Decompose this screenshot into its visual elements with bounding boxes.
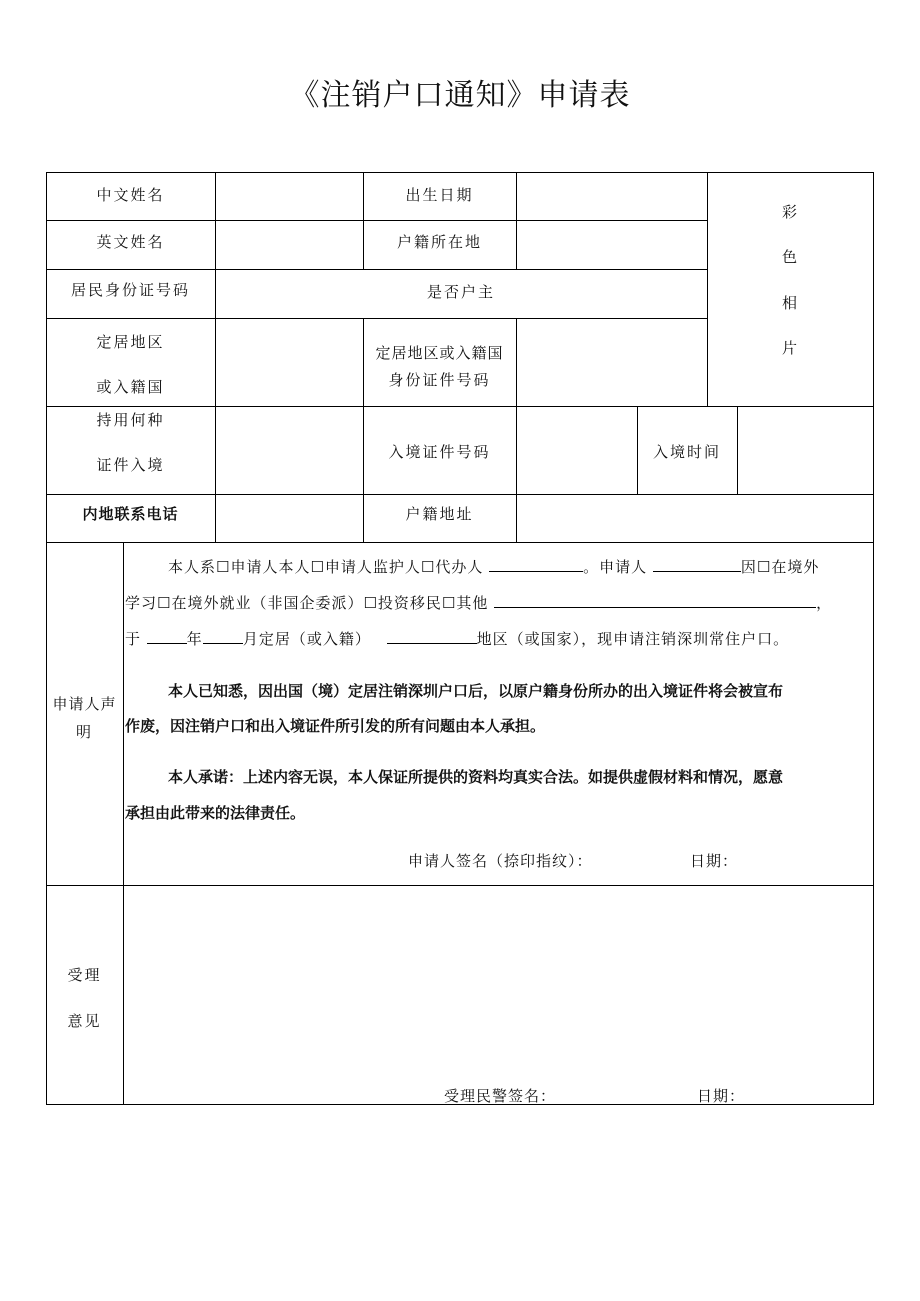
declaration-line-3 <box>125 628 789 649</box>
acceptance-label: 受理 <box>67 966 102 984</box>
declaration-text: ， <box>816 594 833 612</box>
label-entry-doc-no: 入境证件号码 <box>388 443 491 461</box>
label-entry-doc: 持用何种 <box>96 411 165 429</box>
acceptance-opinion-field[interactable] <box>124 886 873 1076</box>
declaration-para-3: 本人承诺：上述内容无误，本人保证所提供的资料均真实合法。如提供虚假材料和情况，愿意 <box>168 768 784 786</box>
declaration-text: 本人系☐申请人本人☐申请人监护人☐代办人 <box>168 558 484 576</box>
page-title: 《注销户口通知》申请表 <box>289 78 631 113</box>
declaration-text: 年 <box>186 630 203 648</box>
label-id-number: 居民身份证号码 <box>70 281 190 299</box>
label-hukou-place: 户籍所在地 <box>396 233 482 251</box>
photo-label-char: 片 <box>781 339 799 357</box>
declaration-line-2 <box>125 592 832 613</box>
phone-field[interactable] <box>216 495 362 541</box>
declaration-para-3-line2: 承担由此带来的法律责任。 <box>125 804 306 822</box>
entry-doc-no-field[interactable] <box>517 407 636 493</box>
declaration-label-line2: 明 <box>75 723 93 741</box>
entry-time-field[interactable] <box>738 407 873 493</box>
cn-name-field[interactable] <box>216 173 362 219</box>
settle-id-field[interactable] <box>517 319 706 405</box>
declaration-para-2-line2: 作废，因注销户口和出入境证件所引发的所有问题由本人承担。 <box>125 717 546 735</box>
applicant-date-label: 日期： <box>690 852 739 870</box>
officer-date-label: 日期： <box>697 1087 746 1105</box>
declaration-text: 学习☐在境外就业（非国企委派）☐投资移民☐其他 <box>125 594 489 612</box>
declaration-text: 因☐在境外 <box>740 558 820 576</box>
hukou-place-field[interactable] <box>517 221 706 268</box>
label-settle-region-line2: 或入籍国 <box>96 378 165 396</box>
year-blank[interactable] <box>147 629 187 644</box>
applicant-signature-label: 申请人签名（捺印指纹）： <box>408 852 593 870</box>
row-divider <box>46 269 707 270</box>
agent-name-blank[interactable] <box>489 557 583 572</box>
label-settle-id: 定居地区或入籍国 <box>375 344 504 362</box>
birth-date-field[interactable] <box>517 173 706 219</box>
label-is-householder: 是否户主 <box>426 283 495 301</box>
label-birth-date: 出生日期 <box>405 186 474 204</box>
label-entry-time: 入境时间 <box>652 443 721 461</box>
settle-region-field[interactable] <box>216 319 362 405</box>
entry-doc-field[interactable] <box>216 407 362 493</box>
photo-label-char: 色 <box>781 248 799 266</box>
label-settle-region: 定居地区 <box>96 333 165 351</box>
officer-signature-label: 受理民警签名： <box>444 1087 557 1105</box>
other-reason-blank[interactable] <box>494 593 816 608</box>
month-blank[interactable] <box>203 629 243 644</box>
label-settle-id-line2: 身份证件号码 <box>388 371 491 389</box>
label-hukou-address: 户籍地址 <box>405 505 474 523</box>
acceptance-label-line2: 意见 <box>67 1012 102 1030</box>
declaration-text: 月定居（或入籍） <box>242 630 371 648</box>
declaration-label: 申请人声 <box>52 695 117 713</box>
en-name-field[interactable] <box>216 221 362 268</box>
declaration-text: 。申请人 <box>583 558 648 576</box>
declaration-para-2: 本人已知悉，因出国（境）定居注销深圳户口后，以原户籍身份所办的出入境证件将会被宣布 <box>168 682 784 700</box>
declaration-text: 地区（或国家），现申请注销深圳常住户口。 <box>476 630 790 648</box>
photo-label-char: 相 <box>781 294 799 312</box>
label-entry-doc-line2: 证件入境 <box>96 456 165 474</box>
label-cn-name: 中文姓名 <box>96 186 165 204</box>
declaration-line-1 <box>168 556 819 577</box>
row-divider <box>46 542 874 543</box>
hukou-address-field[interactable] <box>517 495 873 541</box>
photo-label-char: 彩 <box>781 203 799 221</box>
label-en-name: 英文姓名 <box>96 233 165 251</box>
applicant-name-blank[interactable] <box>653 557 741 572</box>
label-phone: 内地联系电话 <box>82 505 179 523</box>
declaration-text: 于 <box>125 630 142 648</box>
country-blank[interactable] <box>387 629 477 644</box>
